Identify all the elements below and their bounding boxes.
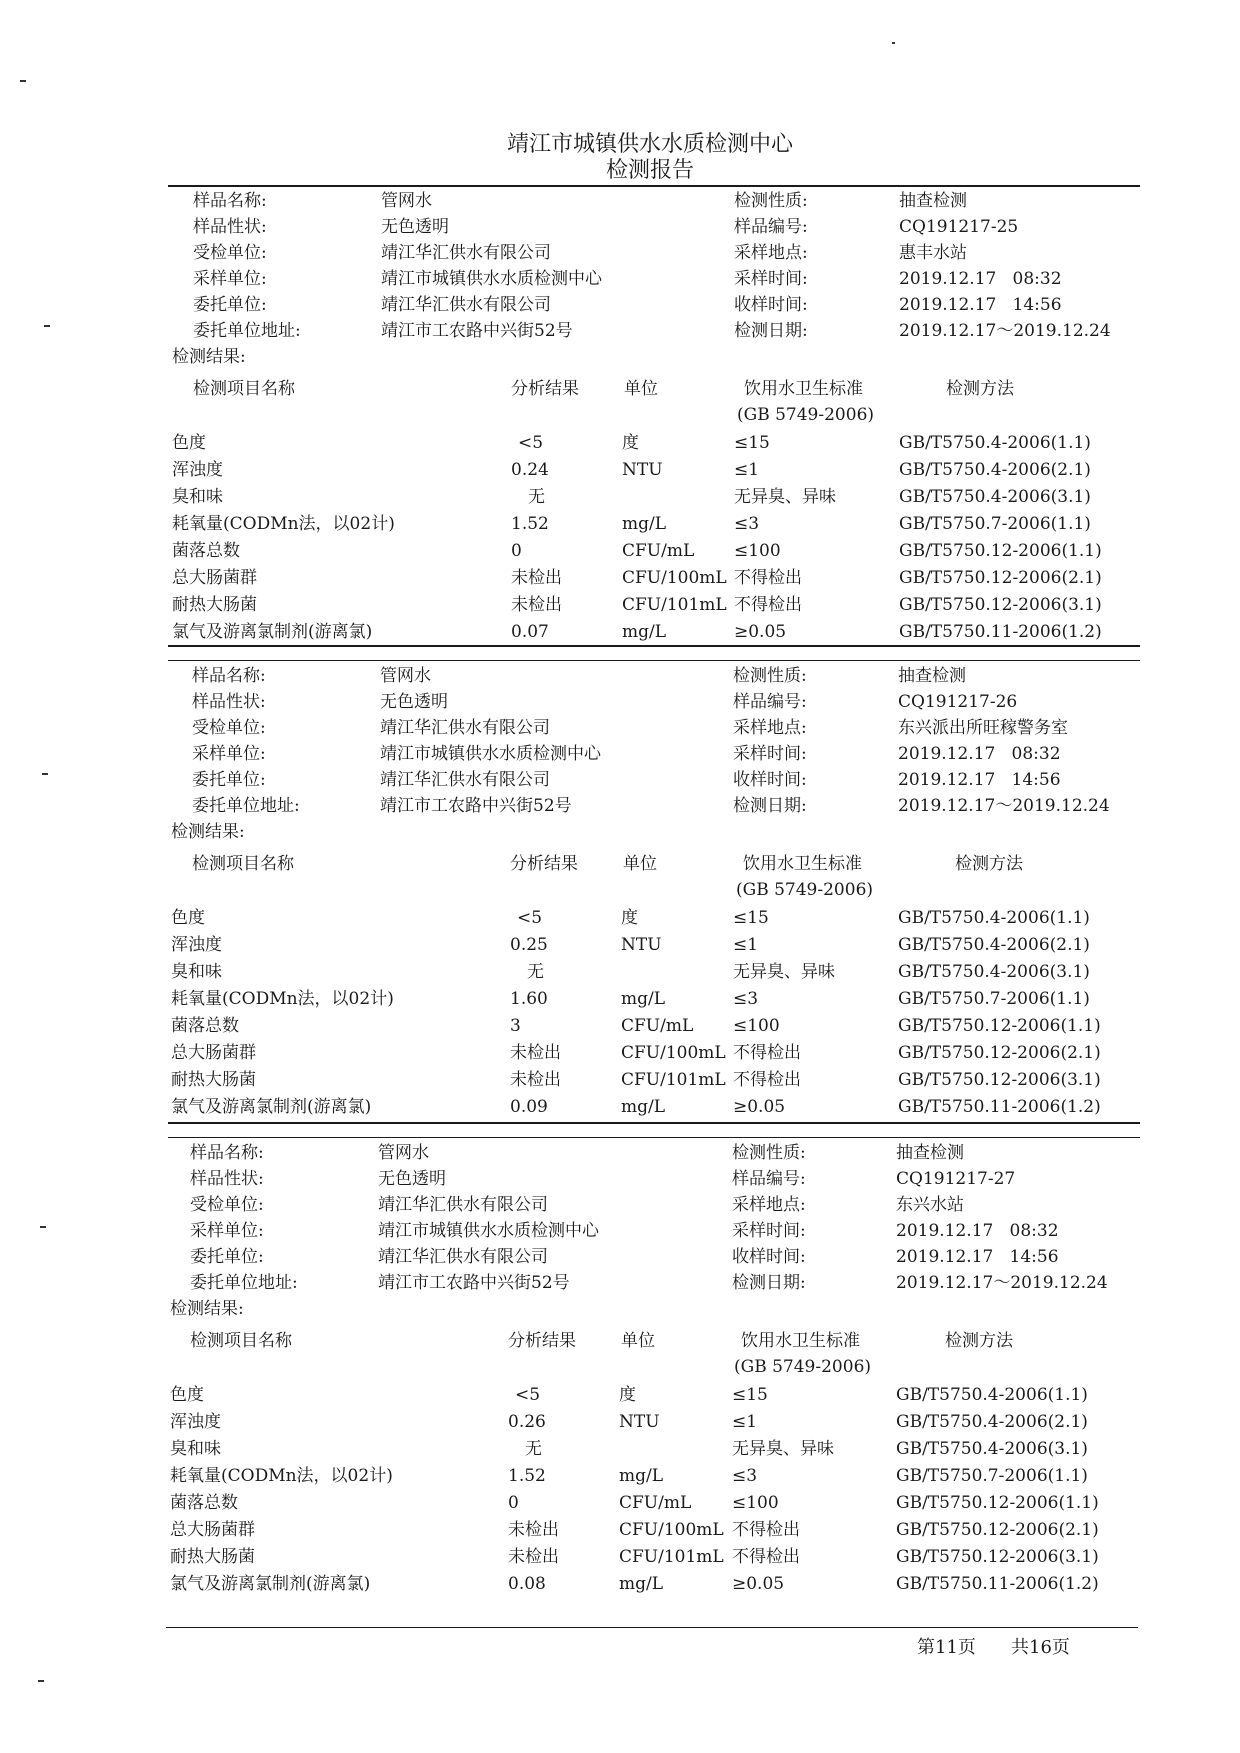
value-sampling-unit: 靖江市城镇供水水质检测中心 — [380, 744, 601, 764]
cell-unit: 度 — [621, 908, 638, 928]
cell-standard: 无异臭、异味 — [732, 1439, 834, 1459]
value-client-address: 靖江市工农路中兴街52号 — [380, 796, 572, 816]
results-heading: 检测结果: — [172, 347, 246, 367]
value-sample-name: 管网水 — [380, 666, 431, 686]
col-header-standard: 饮用水卫生标准 — [741, 1331, 860, 1351]
cell-method: GB/T5750.12-2006(2.1) — [898, 1043, 1101, 1063]
cell-result: 未检出 — [510, 1043, 561, 1063]
cell-item: 总大肠菌群 — [171, 1043, 256, 1063]
cell-result: 3 — [510, 1016, 521, 1036]
value-client-address: 靖江市工农路中兴街52号 — [381, 321, 573, 341]
top-rule — [168, 185, 1140, 187]
cell-method: GB/T5750.12-2006(1.1) — [899, 541, 1102, 561]
cell-standard: ≤1 — [733, 935, 759, 955]
label-sampling-unit: 采样单位: — [190, 1221, 264, 1241]
col-header-unit: 单位 — [624, 379, 658, 399]
cell-unit: mg/L — [621, 989, 666, 1009]
value-sampling-unit: 靖江市城镇供水水质检测中心 — [378, 1221, 599, 1241]
cell-standard: ≤15 — [732, 1385, 768, 1405]
col-header-item: 检测项目名称 — [193, 379, 295, 399]
label-inspection-nature: 检测性质: — [734, 191, 808, 211]
value-sampling-time: 2019.12.17 08:32 — [898, 744, 1061, 764]
value-test-date: 2019.12.17～2019.12.24 — [899, 321, 1111, 341]
value-sample-trait: 无色透明 — [380, 692, 448, 712]
cell-item: 耐热大肠菌 — [171, 1070, 256, 1090]
scan-speck — [42, 773, 48, 775]
label-test-date: 检测日期: — [733, 796, 807, 816]
scan-speck — [892, 42, 895, 44]
value-client-unit: 靖江华汇供水有限公司 — [378, 1247, 548, 1267]
section-divider-1b — [168, 660, 1140, 661]
cell-standard: ≥0.05 — [733, 1097, 786, 1117]
cell-standard: ≤15 — [733, 908, 769, 928]
cell-method: GB/T5750.11-2006(1.2) — [898, 1097, 1101, 1117]
cell-item: 浑浊度 — [170, 1412, 221, 1432]
label-receipt-time: 收样时间: — [732, 1247, 806, 1267]
value-inspection-nature: 抽查检测 — [898, 666, 966, 686]
cell-item: 氯气及游离氯制剂(游离氯) — [172, 622, 373, 642]
cell-unit: CFU/100mL — [621, 1043, 726, 1063]
cell-item: 浑浊度 — [171, 935, 222, 955]
cell-result: 0.07 — [511, 622, 549, 642]
cell-unit: 度 — [619, 1385, 636, 1405]
cell-unit: 度 — [622, 433, 639, 453]
cell-standard: 不得检出 — [734, 595, 802, 615]
label-client-address: 委托单位地址: — [192, 796, 300, 816]
results-heading: 检测结果: — [170, 1299, 244, 1319]
label-sampling-site: 采样地点: — [732, 1195, 806, 1215]
label-inspection-nature: 检测性质: — [733, 666, 807, 686]
cell-standard: 不得检出 — [732, 1520, 800, 1540]
cell-result: <5 — [515, 1385, 541, 1405]
col-header-item: 检测项目名称 — [190, 1331, 292, 1351]
value-inspected-unit: 靖江华汇供水有限公司 — [378, 1195, 548, 1215]
cell-method: GB/T5750.4-2006(1.1) — [899, 433, 1091, 453]
label-sample-no: 样品编号: — [733, 692, 807, 712]
cell-result: 无 — [525, 1439, 542, 1459]
label-client-unit: 委托单位: — [193, 295, 267, 315]
cell-result: 未检出 — [511, 595, 562, 615]
value-sampling-site: 东兴水站 — [896, 1195, 964, 1215]
cell-method: GB/T5750.4-2006(3.1) — [896, 1439, 1088, 1459]
value-client-unit: 靖江华汇供水有限公司 — [381, 295, 551, 315]
cell-result: 0 — [508, 1493, 519, 1513]
cell-unit: CFU/101mL — [621, 1070, 726, 1090]
cell-method: GB/T5750.12-2006(2.1) — [896, 1520, 1099, 1540]
cell-method: GB/T5750.4-2006(2.1) — [896, 1412, 1088, 1432]
col-header-method: 检测方法 — [955, 854, 1023, 874]
cell-result: 未检出 — [510, 1070, 561, 1090]
label-sampling-unit: 采样单位: — [193, 269, 267, 289]
label-sampling-time: 采样时间: — [733, 744, 807, 764]
cell-unit: mg/L — [622, 514, 667, 534]
label-sample-trait: 样品性状: — [193, 217, 267, 237]
cell-result: <5 — [518, 433, 544, 453]
value-sample-no: CQ191217-25 — [899, 217, 1019, 237]
label-sampling-time: 采样时间: — [732, 1221, 806, 1241]
cell-item: 总大肠菌群 — [172, 568, 257, 588]
label-sample-name: 样品名称: — [193, 191, 267, 211]
cell-result: 无 — [527, 962, 544, 982]
value-sample-no: CQ191217-26 — [898, 692, 1018, 712]
page-number-total: 共16页 — [1011, 1637, 1070, 1658]
cell-standard: 不得检出 — [734, 568, 802, 588]
label-sampling-site: 采样地点: — [733, 718, 807, 738]
cell-result: 无 — [528, 487, 545, 507]
value-sample-name: 管网水 — [378, 1143, 429, 1163]
cell-standard: ≤100 — [734, 541, 781, 561]
col-header-method: 检测方法 — [945, 1331, 1013, 1351]
cell-item: 菌落总数 — [171, 1016, 239, 1036]
cell-method: GB/T5750.4-2006(2.1) — [898, 935, 1090, 955]
cell-method: GB/T5750.7-2006(1.1) — [898, 989, 1090, 1009]
label-inspected-unit: 受检单位: — [190, 1195, 264, 1215]
cell-result: 未检出 — [508, 1520, 559, 1540]
label-sample-trait: 样品性状: — [192, 692, 266, 712]
cell-unit: CFU/mL — [619, 1493, 692, 1513]
cell-standard: ≤100 — [733, 1016, 780, 1036]
report-title: 靖江市城镇供水水质检测中心 — [506, 132, 793, 157]
report-subtitle: 检测报告 — [605, 158, 694, 183]
cell-standard: 不得检出 — [733, 1070, 801, 1090]
cell-unit: CFU/101mL — [619, 1547, 724, 1567]
cell-method: GB/T5750.4-2006(1.1) — [898, 908, 1090, 928]
cell-method: GB/T5750.7-2006(1.1) — [899, 514, 1091, 534]
value-sampling-unit: 靖江市城镇供水水质检测中心 — [381, 269, 602, 289]
cell-method: GB/T5750.12-2006(1.1) — [896, 1493, 1099, 1513]
cell-standard: 不得检出 — [733, 1043, 801, 1063]
value-sample-no: CQ191217-27 — [896, 1169, 1016, 1189]
cell-method: GB/T5750.4-2006(3.1) — [899, 487, 1091, 507]
cell-standard: 无异臭、异味 — [734, 487, 836, 507]
scan-speck — [44, 325, 50, 327]
cell-result: 未检出 — [511, 568, 562, 588]
cell-item: 浑浊度 — [172, 460, 223, 480]
value-inspected-unit: 靖江华汇供水有限公司 — [380, 718, 550, 738]
cell-method: GB/T5750.12-2006(1.1) — [898, 1016, 1101, 1036]
report-section-1 — [0, 188, 1240, 648]
cell-method: GB/T5750.4-2006(3.1) — [898, 962, 1090, 982]
cell-result: 未检出 — [508, 1547, 559, 1567]
cell-standard: ≤3 — [733, 989, 759, 1009]
cell-item: 色度 — [171, 908, 205, 928]
label-inspected-unit: 受检单位: — [192, 718, 266, 738]
cell-result: 0.08 — [508, 1574, 546, 1594]
value-sample-name: 管网水 — [381, 191, 432, 211]
value-sample-trait: 无色透明 — [381, 217, 449, 237]
cell-unit: CFU/100mL — [619, 1520, 724, 1540]
label-sample-name: 样品名称: — [192, 666, 266, 686]
label-client-unit: 委托单位: — [192, 770, 266, 790]
value-sample-trait: 无色透明 — [378, 1169, 446, 1189]
col-header-unit: 单位 — [623, 854, 657, 874]
label-sample-name: 样品名称: — [190, 1143, 264, 1163]
cell-unit: mg/L — [619, 1466, 664, 1486]
cell-item: 耗氧量(CODMn法，以02计) — [172, 514, 395, 534]
col-header-standard: 饮用水卫生标准 — [744, 379, 863, 399]
col-header-standard-ref: (GB 5749-2006) — [736, 880, 874, 900]
cell-item: 臭和味 — [171, 962, 222, 982]
cell-standard: ≥0.05 — [734, 622, 787, 642]
cell-result: 1.52 — [511, 514, 549, 534]
scan-speck — [20, 80, 26, 82]
col-header-item: 检测项目名称 — [192, 854, 294, 874]
label-inspected-unit: 受检单位: — [193, 243, 267, 263]
col-header-standard-ref: (GB 5749-2006) — [734, 1357, 872, 1377]
label-receipt-time: 收样时间: — [734, 295, 808, 315]
cell-unit: CFU/101mL — [622, 595, 727, 615]
page-number-current: 第11页 — [917, 1637, 976, 1658]
cell-standard: ≤1 — [732, 1412, 758, 1432]
label-client-unit: 委托单位: — [190, 1247, 264, 1267]
cell-unit: NTU — [619, 1412, 660, 1432]
cell-method: GB/T5750.4-2006(1.1) — [896, 1385, 1088, 1405]
report-section-2 — [0, 663, 1240, 1123]
label-client-address: 委托单位地址: — [190, 1273, 298, 1293]
cell-result: 0.26 — [508, 1412, 546, 1432]
cell-item: 耗氧量(CODMn法，以02计) — [171, 989, 394, 1009]
value-receipt-time: 2019.12.17 14:56 — [898, 770, 1061, 790]
cell-unit: mg/L — [619, 1574, 664, 1594]
cell-method: GB/T5750.12-2006(3.1) — [896, 1547, 1099, 1567]
cell-unit: CFU/mL — [622, 541, 695, 561]
label-test-date: 检测日期: — [734, 321, 808, 341]
cell-standard: ≤100 — [732, 1493, 779, 1513]
section-divider-2b — [168, 1137, 1140, 1138]
cell-item: 臭和味 — [172, 487, 223, 507]
scan-speck — [40, 1226, 46, 1228]
cell-item: 菌落总数 — [170, 1493, 238, 1513]
cell-standard: ≥0.05 — [732, 1574, 785, 1594]
cell-unit: mg/L — [622, 622, 667, 642]
value-sampling-time: 2019.12.17 08:32 — [899, 269, 1062, 289]
label-receipt-time: 收样时间: — [733, 770, 807, 790]
value-sampling-site: 东兴派出所旺稼警务室 — [898, 718, 1068, 738]
cell-standard: ≤3 — [734, 514, 760, 534]
cell-result: 1.60 — [510, 989, 548, 1009]
scan-speck — [38, 1680, 44, 1682]
cell-item: 菌落总数 — [172, 541, 240, 561]
value-sampling-site: 惠丰水站 — [899, 243, 967, 263]
cell-item: 氯气及游离氯制剂(游离氯) — [171, 1097, 372, 1117]
label-client-address: 委托单位地址: — [193, 321, 301, 341]
label-sampling-unit: 采样单位: — [192, 744, 266, 764]
label-sample-no: 样品编号: — [732, 1169, 806, 1189]
cell-standard: ≤3 — [732, 1466, 758, 1486]
label-sample-no: 样品编号: — [734, 217, 808, 237]
cell-method: GB/T5750.7-2006(1.1) — [896, 1466, 1088, 1486]
cell-standard: 不得检出 — [732, 1547, 800, 1567]
cell-item: 总大肠菌群 — [170, 1520, 255, 1540]
bottom-rule — [166, 1627, 1138, 1628]
cell-method: GB/T5750.12-2006(3.1) — [898, 1070, 1101, 1090]
value-client-address: 靖江市工农路中兴街52号 — [378, 1273, 570, 1293]
label-inspection-nature: 检测性质: — [732, 1143, 806, 1163]
cell-result: 0 — [511, 541, 522, 561]
cell-item: 耐热大肠菌 — [172, 595, 257, 615]
value-receipt-time: 2019.12.17 14:56 — [896, 1247, 1059, 1267]
col-header-result: 分析结果 — [510, 854, 578, 874]
cell-unit: mg/L — [621, 1097, 666, 1117]
value-test-date: 2019.12.17～2019.12.24 — [898, 796, 1110, 816]
cell-standard: ≤1 — [734, 460, 760, 480]
col-header-result: 分析结果 — [508, 1331, 576, 1351]
label-sampling-site: 采样地点: — [734, 243, 808, 263]
value-inspection-nature: 抽查检测 — [899, 191, 967, 211]
cell-standard: ≤15 — [734, 433, 770, 453]
cell-method: GB/T5750.12-2006(2.1) — [899, 568, 1102, 588]
report-section-3 — [0, 1140, 1240, 1600]
cell-method: GB/T5750.11-2006(1.2) — [896, 1574, 1099, 1594]
value-sampling-time: 2019.12.17 08:32 — [896, 1221, 1059, 1241]
col-header-method: 检测方法 — [946, 379, 1014, 399]
value-inspection-nature: 抽查检测 — [896, 1143, 964, 1163]
label-test-date: 检测日期: — [732, 1273, 806, 1293]
col-header-unit: 单位 — [621, 1331, 655, 1351]
cell-result: 0.25 — [510, 935, 548, 955]
value-receipt-time: 2019.12.17 14:56 — [899, 295, 1062, 315]
cell-standard: 无异臭、异味 — [733, 962, 835, 982]
cell-item: 氯气及游离氯制剂(游离氯) — [170, 1574, 371, 1594]
label-sampling-time: 采样时间: — [734, 269, 808, 289]
cell-result: 0.24 — [511, 460, 549, 480]
cell-method: GB/T5750.11-2006(1.2) — [899, 622, 1102, 642]
cell-item: 色度 — [170, 1385, 204, 1405]
cell-item: 耐热大肠菌 — [170, 1547, 255, 1567]
col-header-standard: 饮用水卫生标准 — [743, 854, 862, 874]
results-heading: 检测结果: — [171, 822, 245, 842]
cell-result: <5 — [517, 908, 543, 928]
col-header-result: 分析结果 — [511, 379, 579, 399]
cell-item: 色度 — [172, 433, 206, 453]
cell-unit: CFU/mL — [621, 1016, 694, 1036]
cell-unit: CFU/100mL — [622, 568, 727, 588]
label-sample-trait: 样品性状: — [190, 1169, 264, 1189]
value-inspected-unit: 靖江华汇供水有限公司 — [381, 243, 551, 263]
value-client-unit: 靖江华汇供水有限公司 — [380, 770, 550, 790]
value-test-date: 2019.12.17～2019.12.24 — [896, 1273, 1108, 1293]
cell-method: GB/T5750.12-2006(3.1) — [899, 595, 1102, 615]
cell-item: 臭和味 — [170, 1439, 221, 1459]
cell-result: 1.52 — [508, 1466, 546, 1486]
cell-result: 0.09 — [510, 1097, 548, 1117]
cell-unit: NTU — [622, 460, 663, 480]
col-header-standard-ref: (GB 5749-2006) — [737, 405, 875, 425]
cell-item: 耗氧量(CODMn法，以02计) — [170, 1466, 393, 1486]
cell-method: GB/T5750.4-2006(2.1) — [899, 460, 1091, 480]
cell-unit: NTU — [621, 935, 662, 955]
